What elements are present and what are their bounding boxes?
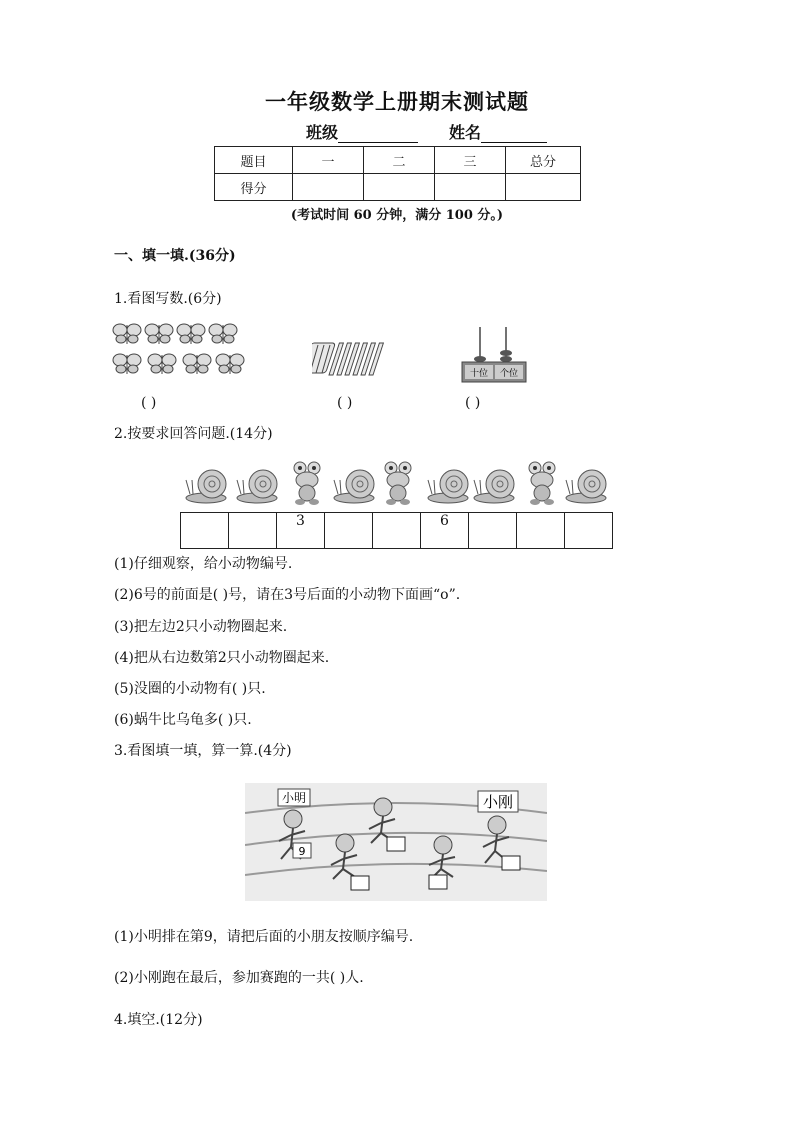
q2-sub-6: (6)蜗牛比乌龟多( )只. <box>114 712 252 728</box>
grid-cell[interactable] <box>181 513 229 549</box>
score-header-cell: 三 <box>435 147 506 174</box>
question-2: 2.按要求回答问题.(14分) <box>114 426 273 442</box>
class-field <box>306 120 418 143</box>
score-cell[interactable] <box>364 174 435 201</box>
score-header-cell: 题目 <box>215 147 293 174</box>
abacus-tens-label: 十位 <box>469 369 489 379</box>
class-label: 班级 <box>306 123 339 142</box>
grid-cell[interactable] <box>325 513 373 549</box>
exam-note: (考试时间 60 分钟，满分 100 分。) <box>290 208 504 223</box>
name-blank[interactable] <box>481 124 547 143</box>
q2-sub-4: (4)把从右边数第2只小动物圈起来. <box>114 650 330 666</box>
q2-sub-5: (5)没圈的小动物有( )只. <box>114 681 266 697</box>
frog-icon <box>385 462 411 505</box>
grid-cell[interactable] <box>565 513 613 549</box>
number-box[interactable] <box>387 837 405 851</box>
grid-cell[interactable] <box>373 513 421 549</box>
race-image <box>245 783 547 901</box>
score-row-label: 得分 <box>215 174 293 201</box>
label-xiaoming: 小明 <box>281 791 307 805</box>
score-header-cell: 二 <box>364 147 435 174</box>
class-blank[interactable] <box>338 124 418 143</box>
score-header-cell: 一 <box>293 147 364 174</box>
numbering-grid-row <box>181 513 613 549</box>
grid-cell[interactable] <box>517 513 565 549</box>
grid-cell[interactable] <box>229 513 277 549</box>
name-field <box>449 120 547 143</box>
number-box[interactable] <box>502 856 520 870</box>
frog-icon <box>294 462 320 505</box>
q2-sub-3: (3)把左边2只小动物圈起来. <box>114 619 288 635</box>
animals-row <box>180 458 616 506</box>
section-heading: 一、填一填.(36分) <box>114 248 236 264</box>
number-box[interactable] <box>351 876 369 890</box>
question-1: 1.看图写数.(6分) <box>114 291 222 307</box>
grid-cell[interactable]: 3 <box>277 513 325 549</box>
score-cell[interactable] <box>293 174 364 201</box>
snail-icon <box>428 470 468 503</box>
score-table-header-row <box>215 147 581 174</box>
q3-sub-1: (1)小明排在第9，请把后面的小朋友按顺序编号. <box>114 929 414 945</box>
name-label: 姓名 <box>449 123 482 142</box>
question-3: 3.看图填一填，算一算.(4分) <box>114 743 292 759</box>
grid-cell[interactable] <box>469 513 517 549</box>
q2-sub-1: (1)仔细观察，给小动物编号. <box>114 556 293 572</box>
snail-icon <box>334 470 374 503</box>
answer-blank-1[interactable]: ( ) <box>141 395 157 411</box>
numbering-grid <box>180 512 613 549</box>
answer-blank-3[interactable]: ( ) <box>465 395 481 411</box>
snail-icon <box>474 470 514 503</box>
sticks-image <box>312 335 402 380</box>
frog-icon <box>529 462 555 505</box>
answer-blank-2[interactable]: ( ) <box>337 395 353 411</box>
score-table <box>214 146 581 201</box>
abacus-ones-label: 个位 <box>499 369 519 379</box>
snail-icon <box>237 470 277 503</box>
score-header-cell: 总分 <box>506 147 581 174</box>
butterflies-image <box>112 322 252 382</box>
abacus-image <box>460 325 528 385</box>
page-title: 一年级数学上册期末测试题 <box>265 89 529 114</box>
score-table-row <box>215 174 581 201</box>
number-box[interactable] <box>429 875 447 889</box>
question-4: 4.填空.(12分) <box>114 1012 203 1028</box>
score-cell[interactable] <box>435 174 506 201</box>
xiaoming-number: 9 <box>298 845 306 858</box>
grid-cell[interactable]: 6 <box>421 513 469 549</box>
q3-sub-2: (2)小刚跑在最后，参加赛跑的一共( )人. <box>114 970 364 986</box>
score-cell[interactable] <box>506 174 581 201</box>
label-xiaogang: 小刚 <box>482 793 514 811</box>
snail-icon <box>186 470 226 503</box>
q2-sub-2: (2)6号的前面是( )号，请在3号后面的小动物下面画“o”. <box>114 587 461 603</box>
snail-icon <box>566 470 606 503</box>
